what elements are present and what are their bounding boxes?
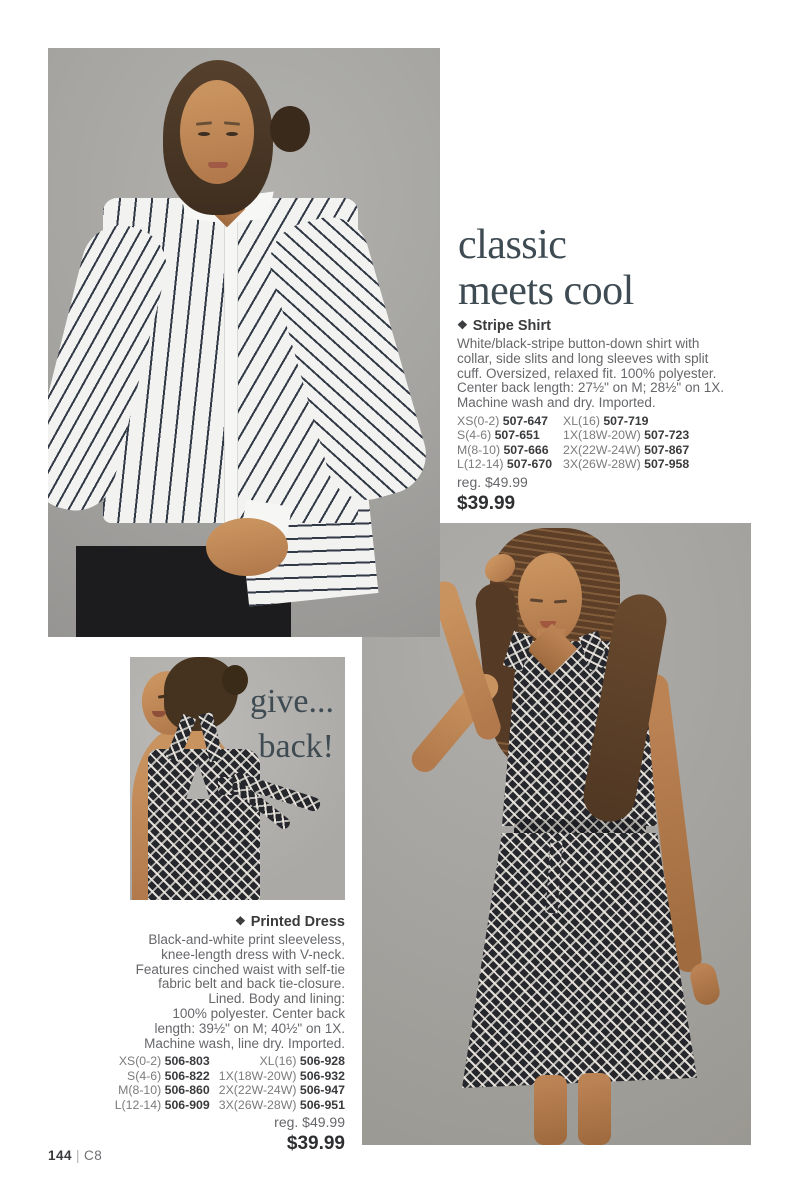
page-footer xyxy=(48,1148,102,1163)
stripe-shirt-photo xyxy=(48,48,440,637)
size-row: 1X(18W-20W) 507-723 xyxy=(563,428,690,443)
footer-divider: | xyxy=(76,1148,81,1163)
size-sku-table xyxy=(457,414,763,472)
size-row: XS(0-2) 507-647 xyxy=(457,413,548,428)
size-row: M(8-10) 507-666 xyxy=(457,442,549,457)
size-column-left xyxy=(457,414,563,472)
description-line: 100% polyester. Center back xyxy=(172,1005,345,1021)
shirt-placket xyxy=(224,208,238,523)
headline-line2: meets cool xyxy=(458,268,634,314)
regular-price: reg. $49.99 xyxy=(274,1114,345,1130)
description-line: Black-and-white print sleeveless, xyxy=(148,932,345,947)
size-row: 3X(26W-28W) 506-951 xyxy=(218,1097,345,1112)
description-line: knee-length dress with V-neck. xyxy=(161,946,345,962)
description-line: Center back length: 27½" on M; 28½" on 1X. xyxy=(457,380,725,396)
diamond-icon: ❖ xyxy=(457,318,468,332)
description-line: cuff. Oversized, relaxed fit. 100% polyester. xyxy=(457,365,717,381)
size-row: 1X(18W-20W) 506-932 xyxy=(218,1068,345,1083)
model-eye-left xyxy=(198,132,210,136)
size-row: L(12-14) 507-670 xyxy=(457,457,553,472)
model-eye-right xyxy=(226,132,238,136)
product-description xyxy=(457,337,763,411)
size-column-right xyxy=(219,1054,345,1112)
headline-line1: classic xyxy=(458,222,567,268)
size-row: XS(0-2) 506-803 xyxy=(118,1054,210,1069)
give-back-headline xyxy=(250,679,334,769)
description-line: fabric belt and back tie-closure. xyxy=(158,976,345,992)
give-back-line2: back! xyxy=(258,728,334,765)
page-headline xyxy=(458,222,634,314)
size-row: 2X(22W-24W) 507-867 xyxy=(563,442,690,457)
stripe-shirt-info xyxy=(457,318,763,514)
size-column-left xyxy=(115,1054,210,1112)
size-sku-table xyxy=(89,1054,345,1112)
dress-skirt xyxy=(462,833,697,1088)
description-line: length: 39½" on M; 40½" on 1X. xyxy=(154,1020,345,1036)
model2-hand-right xyxy=(688,961,722,1007)
product-name-stripe-shirt: ❖ Stripe Shirt xyxy=(457,318,551,334)
description-line: Machine wash and dry. Imported. xyxy=(457,395,656,411)
size-row: 2X(22W-24W) 506-947 xyxy=(218,1083,345,1098)
model2-leg-left xyxy=(534,1075,567,1145)
size-row: S(4-6) 506-822 xyxy=(127,1068,210,1083)
model-hands xyxy=(206,518,288,576)
product-name-printed-dress: ❖ Printed Dress xyxy=(234,914,345,930)
size-row: 3X(26W-28W) 507-958 xyxy=(563,457,690,472)
description-line: Lined. Body and lining: xyxy=(208,991,345,1007)
page-number: 144 xyxy=(48,1148,73,1163)
give-back-photo xyxy=(130,657,345,900)
description-line: Machine wash, line dry. Imported. xyxy=(144,1035,345,1051)
size-row: M(8-10) 506-860 xyxy=(118,1083,210,1098)
printed-dress-info xyxy=(89,914,345,1154)
model3-hair-bun xyxy=(222,665,248,695)
description-line: White/black-stripe button-down shirt with xyxy=(457,336,700,351)
size-column-right xyxy=(563,414,689,472)
sale-price: $39.99 xyxy=(286,1133,345,1154)
model-lips xyxy=(208,162,228,168)
size-row: XL(16) 506-928 xyxy=(259,1054,345,1069)
size-row: S(4-6) 507-651 xyxy=(457,428,540,443)
size-row: XL(16) 507-719 xyxy=(563,413,649,428)
regular-price: reg. $49.99 xyxy=(457,473,528,490)
give-back-line1: give... xyxy=(249,683,334,720)
model-face xyxy=(180,80,254,184)
section-code: C8 xyxy=(84,1148,103,1163)
product-description xyxy=(89,933,345,1051)
model2-leg-right xyxy=(578,1073,611,1145)
diamond-icon: ❖ xyxy=(234,914,246,928)
description-line: collar, side slits and long sleeves with split xyxy=(457,350,709,366)
description-line: Features cinched waist with self-tie xyxy=(135,961,345,977)
halter-top xyxy=(148,749,260,900)
size-row: L(12-14) 506-909 xyxy=(114,1097,210,1112)
model-hair-bun xyxy=(270,106,310,152)
sale-price: $39.99 xyxy=(457,492,516,514)
